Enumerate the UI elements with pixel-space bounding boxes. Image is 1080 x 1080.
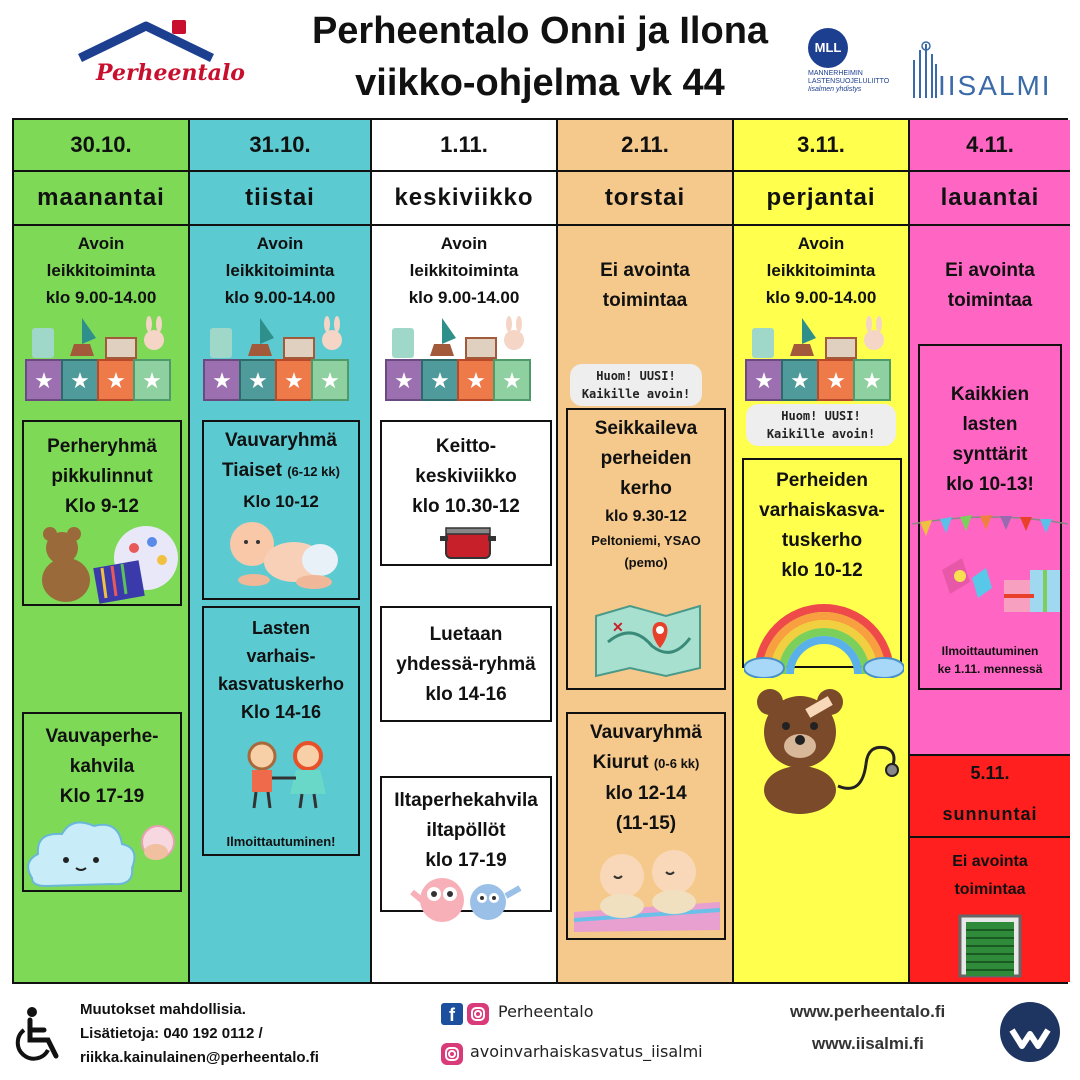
date-cell: 5.11.: [970, 763, 1010, 783]
day-body: [372, 226, 556, 982]
text-line: Klo 14-16: [240, 702, 322, 722]
new-notice-bubble: [570, 364, 702, 406]
date-cell: 3.11.: [734, 120, 908, 172]
date-cell: 4.11.: [910, 120, 1070, 172]
text-line: varhais-: [246, 646, 316, 666]
text-line: Luetaan: [429, 624, 503, 645]
week-schedule: [12, 118, 1068, 984]
text-line: Perheryhmä: [47, 436, 157, 457]
text-line: toimintaa: [602, 290, 688, 311]
registration-note: Ilmoittautuminen!: [226, 834, 336, 849]
day-cell: maanantai: [14, 172, 188, 226]
text-line: Ei avointa: [600, 260, 690, 281]
logo-text: Perheentalo: [96, 60, 245, 86]
svg-text:★: ★: [212, 368, 232, 393]
day-body: [558, 226, 732, 982]
svg-text:★: ★: [70, 368, 90, 393]
svg-text:★: ★: [754, 368, 774, 393]
teddy-painting-icon: [34, 518, 180, 604]
mll-line: MANNERHEIMIN: [808, 70, 863, 77]
text-line: klo 9.00-14.00: [224, 288, 336, 307]
perheryhma-box: [22, 420, 182, 606]
date-cell: 1.11.: [372, 120, 556, 172]
teddy-bear-stethoscope-icon: [742, 684, 902, 814]
text-line: tuskerho: [781, 530, 863, 551]
text-line: varhaiskasva-: [759, 500, 885, 521]
day-cell: lauantai: [910, 172, 1070, 226]
text-line: Ei avointa: [952, 853, 1028, 870]
text-line: Avoin: [77, 234, 125, 253]
text-line: Kaikille avoin!: [581, 387, 691, 401]
text-line: klo 9.00-14.00: [408, 288, 520, 307]
footer-info: [80, 998, 319, 1070]
closed-text: [910, 256, 1070, 316]
toys-icon: [384, 314, 534, 404]
day-cell: tiistai: [190, 172, 370, 226]
column-tuesday: [190, 120, 372, 982]
svg-text:★: ★: [284, 368, 304, 393]
svg-text:★: ★: [466, 368, 486, 393]
registration-note: [920, 642, 1060, 678]
day-cell: keskiviikko: [372, 172, 556, 226]
age-range: (0-6 kk): [653, 756, 700, 771]
closed-shutter-icon: [958, 914, 1022, 978]
text-line: klo 10-12: [781, 560, 863, 581]
text-line: klo 12-14: [605, 783, 687, 804]
mll-line: LASTENSUOJELULIITTO: [808, 78, 890, 85]
text-line: Kaikille avoin!: [766, 427, 876, 441]
text-line: Huom! UUSI!: [781, 409, 861, 423]
day-body: [190, 226, 370, 982]
text-line: klo 9.00-14.00: [765, 288, 877, 307]
text-line: Vauvaryhmä: [590, 722, 702, 743]
text-line: ke 1.11. mennessä: [937, 662, 1043, 676]
map-pin-icon: [592, 602, 704, 678]
text-line: kerho: [620, 478, 672, 499]
text-line: Klo 10-12: [243, 492, 319, 511]
svg-text:★: ★: [34, 368, 54, 393]
text-line: Kaikkien: [950, 384, 1030, 405]
svg-text:★: ★: [320, 368, 340, 393]
text-line: leikkitoiminta: [46, 261, 156, 280]
perheentalo-logo: [76, 18, 245, 98]
open-play-text: [190, 230, 370, 311]
iisalmi-emblem-icon: [910, 40, 940, 100]
header: [0, 0, 1080, 118]
date-cell: 2.11.: [558, 120, 732, 172]
open-play-text: [14, 230, 188, 311]
day-body: [910, 226, 1070, 982]
text-line: Perheiden: [776, 470, 868, 491]
text-line: leikkitoiminta: [409, 261, 519, 280]
mll-line: Iisalmen yhdistys: [808, 86, 862, 93]
page-subtitle: viikko-ohjelma vk 44: [355, 62, 725, 104]
closed-text: [558, 256, 732, 316]
sunday-block: [910, 754, 1070, 982]
website-link[interactable]: www.perheentalo.fi: [790, 1002, 946, 1021]
crawling-baby-icon: [224, 514, 344, 594]
page-title: Perheentalo Onni ja Ilona: [311, 10, 769, 52]
age-range: (6-12 kk): [287, 464, 340, 479]
text-line: Seikkaileva: [594, 418, 698, 439]
contact-email[interactable]: riikka.kainulainen@perheentalo.fi: [80, 1049, 319, 1066]
text-line: synttärit: [952, 444, 1028, 465]
text-line: toimintaa: [954, 881, 1026, 898]
date-cell: 30.10.: [14, 120, 188, 172]
svg-text:★: ★: [248, 368, 268, 393]
text-line: Klo 17-19: [59, 786, 145, 807]
mll-subtext: [808, 70, 903, 94]
day-body: [734, 226, 908, 982]
social-perheentalo[interactable]: Perheentalo: [498, 1002, 594, 1021]
text-line: klo 10.30-12: [412, 496, 520, 517]
party-gifts-icon: [912, 508, 1068, 626]
svg-text:★: ★: [502, 368, 522, 393]
text-line: Vauvaryhmä: [225, 430, 337, 451]
cooking-pot-icon: [438, 524, 498, 560]
seikkaileva-kerho-box: [566, 408, 726, 690]
svg-text:★: ★: [826, 368, 846, 393]
toys-icon: [744, 314, 894, 404]
text-line: Peltoniemi, YSAO: [591, 533, 701, 548]
toys-icon: [24, 314, 174, 404]
iisalmi-logo: [910, 40, 1060, 100]
svg-text:★: ★: [862, 368, 882, 393]
text-line: yhdessä-ryhmä: [396, 654, 536, 675]
text-line: klo 14-16: [425, 684, 507, 705]
wheelchair-icon: [12, 1006, 64, 1062]
text-line: Keitto-: [435, 436, 497, 457]
closed-text: [910, 848, 1070, 904]
column-wednesday: [372, 120, 558, 982]
vauvaryhma-kiurut-box: [566, 712, 726, 940]
text-line: Avoin: [256, 234, 304, 253]
svg-text:★: ★: [394, 368, 414, 393]
text-line: (11-15): [615, 813, 677, 834]
svg-text:★: ★: [106, 368, 126, 393]
svg-text:★: ★: [142, 368, 162, 393]
text-line: (pemo): [624, 555, 668, 570]
website-link[interactable]: www.iisalmi.fi: [812, 1034, 924, 1053]
text-line: leikkitoiminta: [225, 261, 335, 280]
column-monday: [14, 120, 190, 982]
footer: [0, 986, 1080, 1080]
vauvaryhma-tiaiset-box: [202, 420, 360, 600]
luetaan-yhdessa-box: [380, 606, 552, 722]
column-thursday: [558, 120, 734, 982]
babies-on-blanket-icon: [574, 846, 720, 932]
social-instagram[interactable]: avoinvarhaiskasvatus_iisalmi: [470, 1042, 703, 1061]
finland-badge-icon: [998, 1000, 1062, 1064]
text-line: leikkitoiminta: [766, 261, 876, 280]
text-line: Iltaperhekahvila: [394, 790, 538, 811]
text-line: Lasten: [251, 618, 311, 638]
text-line: lasten: [962, 414, 1018, 435]
text-line: pikkulinnut: [51, 466, 153, 487]
rainbow-icon: [744, 588, 904, 678]
date-cell: 31.10.: [190, 120, 370, 172]
text-line: Ilmoittautuminen: [941, 644, 1039, 658]
text-line: Vauvaperhe-: [45, 726, 159, 747]
text-line: Muutokset mahdollisia.: [80, 1001, 246, 1018]
toys-icon: [202, 314, 352, 404]
text-line: klo 17-19: [425, 850, 507, 871]
text-line: perheiden: [600, 448, 692, 469]
text-line: Huom! UUSI!: [596, 369, 676, 383]
text-line: Ei avointa: [945, 260, 1035, 281]
svg-text:✕: ✕: [612, 619, 624, 635]
day-cell: sunnuntai: [910, 792, 1070, 838]
svg-text:★: ★: [790, 368, 810, 393]
mll-logo: [808, 28, 898, 98]
facebook-instagram-icon: [440, 1002, 490, 1026]
column-friday: [734, 120, 910, 982]
text-line: keskiviikko: [415, 466, 517, 487]
text-line: iltapöllöt: [426, 820, 506, 841]
svg-text:f: f: [449, 1005, 455, 1025]
text-line: Avoin: [440, 234, 488, 253]
text-line: Lisätietoja: 040 192 0112 /: [80, 1025, 263, 1042]
text-line: Avoin: [797, 234, 845, 253]
day-cell: torstai: [558, 172, 732, 226]
text-line: toimintaa: [947, 290, 1033, 311]
iisalmi-text: IISALMI: [938, 70, 1052, 101]
owls-icon: [406, 866, 526, 926]
varhaiskasvatuskerho-box: [202, 606, 360, 856]
day-body: [14, 226, 188, 982]
mll-badge: MLL: [808, 28, 848, 68]
text-line: klo 9.30-12: [605, 508, 687, 525]
svg-text:★: ★: [430, 368, 450, 393]
column-saturday: [910, 120, 1070, 982]
text-line: klo 9.00-14.00: [45, 288, 157, 307]
text-line: Kiurut: [592, 752, 649, 773]
cloud-pacifier-icon: [22, 812, 182, 894]
text-line: kahvila: [69, 756, 135, 777]
keittokeskiviikko-box: [380, 420, 552, 566]
open-play-text: [734, 230, 908, 311]
instagram-icon: [440, 1042, 464, 1066]
text-line: kasvatuskerho: [217, 674, 345, 694]
open-play-text: [372, 230, 556, 311]
day-cell: perjantai: [734, 172, 908, 226]
text-line: Klo 9-12: [65, 496, 139, 517]
text-line: klo 10-13!: [946, 474, 1034, 495]
text-line: Tiaiset: [222, 460, 282, 481]
new-notice-bubble: [746, 404, 896, 446]
children-holding-hands-icon: [230, 740, 340, 810]
